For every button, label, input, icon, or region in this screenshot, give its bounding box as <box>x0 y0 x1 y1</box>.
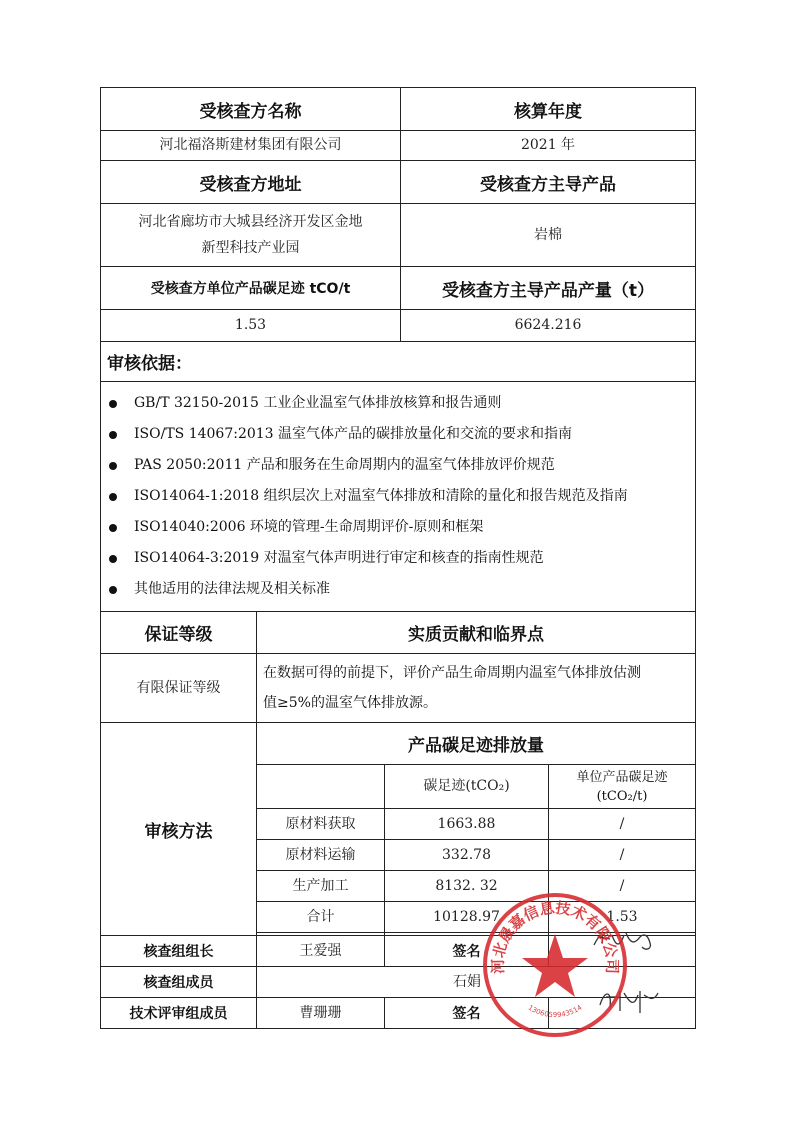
materiality-description <box>257 654 696 723</box>
basis-item-text: PAS 2050:2011 产品和服务在生命周期内的温室气体排放评价规范 <box>134 457 555 473</box>
output-label: 受核查方主导产品产量（t） <box>401 267 696 310</box>
footprint-value: 1663.88 <box>385 809 549 840</box>
bullet-icon <box>109 555 117 563</box>
materiality-line-1: 在数据可得的前提下，评价产品生命周期内温室气体排放估测 <box>263 665 641 681</box>
stage-total: 合计 <box>257 902 385 933</box>
basis-item <box>109 574 695 605</box>
unit-footprint-value: / <box>549 840 696 871</box>
accounting-year-label: 核算年度 <box>401 88 696 131</box>
emissions-title: 产品碳足迹排放量 <box>257 723 696 765</box>
verification-table <box>100 87 696 1029</box>
audit-method-label: 审核方法 <box>101 723 257 936</box>
basis-item <box>109 481 695 512</box>
leader-signature-cell <box>549 936 696 967</box>
member-name: 石娟 <box>257 967 696 998</box>
basis-item <box>109 388 695 419</box>
basis-item-text: 其他适用的法律法规及相关标准 <box>134 581 330 597</box>
accounting-year: 2021 年 <box>401 131 696 161</box>
seal-text: 河北晟嘉信息技术有限公司 <box>488 898 622 975</box>
address-line-1: 河北省廊坊市大城县经济开发区金地 <box>138 214 363 230</box>
stage-production: 生产加工 <box>257 871 385 902</box>
basis-title: 审核依据： <box>101 342 696 382</box>
bullet-icon <box>109 462 117 470</box>
audited-party-name: 河北福洛斯建材集团有限公司 <box>101 131 401 161</box>
main-product: 岩棉 <box>401 204 696 267</box>
unit-header-line-2: (tCO₂/t) <box>596 788 648 804</box>
basis-item-text: GB/T 32150-2015 工业企业温室气体排放核算和报告通则 <box>134 395 502 411</box>
assurance-level-value: 有限保证等级 <box>101 654 257 723</box>
reviewer-name: 曹珊珊 <box>257 998 385 1029</box>
member-label: 核查组成员 <box>101 967 257 998</box>
address-line-2: 新型科技产业园 <box>201 240 300 256</box>
basis-item-text: ISO14064-1:2018 组织层次上对温室气体排放和清除的量化和报告规范及指南 <box>134 488 628 504</box>
reviewer-sign-label: 签名 <box>385 998 549 1029</box>
footprint-value: 332.78 <box>385 840 549 871</box>
unit-footprint-column-header <box>549 765 696 809</box>
unit-footprint-total: 1.53 <box>549 902 696 933</box>
address-label: 受核查方地址 <box>101 161 401 204</box>
audited-party-name-label: 受核查方名称 <box>101 88 401 131</box>
bullet-icon <box>109 493 117 501</box>
footprint-value: 8132. 32 <box>385 871 549 902</box>
unit-footprint-label: 受核查方单位产品碳足迹 tCO/t <box>101 267 401 310</box>
bullet-icon <box>109 400 117 408</box>
basis-list-cell <box>101 382 696 612</box>
leader-sign-label: 签名 <box>385 936 549 967</box>
bullet-icon <box>109 524 117 532</box>
materiality-label: 实质贡献和临界点 <box>257 612 696 654</box>
basis-item <box>109 419 695 450</box>
reviewer-signature-cell <box>549 998 696 1029</box>
bullet-icon <box>109 586 117 594</box>
basis-item <box>109 543 695 574</box>
basis-item-text: ISO/TS 14067:2013 温室气体产品的碳排放量化和交流的要求和指南 <box>134 426 573 442</box>
materiality-line-2: 值≥5%的温室气体排放源。 <box>263 695 437 711</box>
bullet-icon <box>109 431 117 439</box>
leader-label: 核查组组长 <box>101 936 257 967</box>
unit-footprint-value: / <box>549 809 696 840</box>
unit-footprint: 1.53 <box>101 310 401 342</box>
unit-footprint-value: / <box>549 871 696 902</box>
footprint-total: 10128.97 <box>385 902 549 933</box>
leader-name: 王爱强 <box>257 936 385 967</box>
main-product-label: 受核查方主导产品 <box>401 161 696 204</box>
assurance-level-label: 保证等级 <box>101 612 257 654</box>
reviewer-label: 技术评审组成员 <box>101 998 257 1029</box>
basis-item <box>109 512 695 543</box>
basis-list <box>101 388 695 605</box>
stage-header-empty <box>257 765 385 809</box>
footprint-column-header: 碳足迹(tCO₂) <box>385 765 549 809</box>
basis-item-text: ISO14040:2006 环境的管理-生命周期评价-原则和框架 <box>134 519 484 535</box>
basis-item-text: ISO14064-3:2019 对温室气体声明进行审定和核查的指南性规范 <box>134 550 544 566</box>
output-value: 6624.216 <box>401 310 696 342</box>
stage-raw-material-transport: 原材料运输 <box>257 840 385 871</box>
address-cell <box>101 204 401 267</box>
unit-header-line-1: 单位产品碳足迹 <box>576 769 668 785</box>
seal-code: 1306059943514 <box>526 1003 584 1020</box>
stage-raw-material-acquisition: 原材料获取 <box>257 809 385 840</box>
basis-item <box>109 450 695 481</box>
